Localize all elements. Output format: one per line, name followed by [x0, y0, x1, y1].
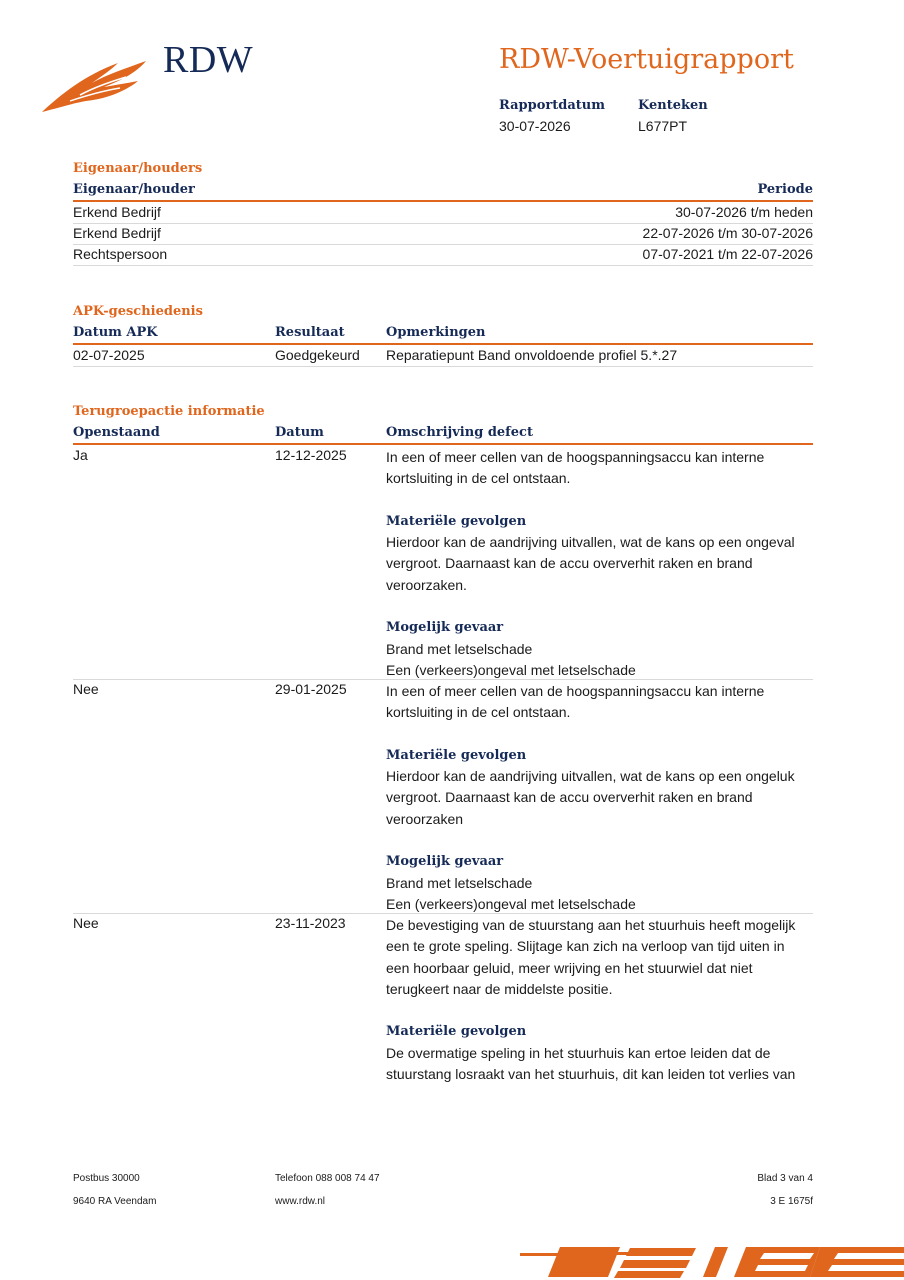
defect-line: In een of meer cellen van de hoogspanningsaccu kan interne	[386, 683, 765, 699]
row-divider	[73, 244, 813, 245]
row-divider	[73, 913, 813, 914]
possible-danger-heading: Mogelijk gevaar	[386, 854, 504, 870]
material-line: veroorzaken.	[386, 576, 467, 593]
apk-header-remarks: Opmerkingen	[386, 325, 486, 340]
material-consequences-heading: Materiële gevolgen	[386, 1024, 527, 1040]
defect-line: een te grote speling. Slijtage kan zich na verloop van tijd uiten in	[386, 938, 785, 955]
footer-website-link[interactable]: www.rdw.nl	[275, 1196, 326, 1207]
footer-page-number: Blad 3 van 4	[757, 1173, 813, 1184]
recalls-header-open: Openstaand	[73, 425, 160, 440]
recall-open-status: Nee	[73, 915, 99, 931]
apk-remarks: Reparatiepunt Band onvoldoende profiel 5.*.27	[386, 347, 678, 363]
recall-description	[386, 681, 806, 915]
decorative-stripes-icon	[520, 1244, 904, 1280]
recalls-section-title: Terugroepactie informatie	[73, 404, 265, 419]
possible-danger-heading: Mogelijk gevaar	[386, 620, 504, 636]
material-line: De overmatige speling in het stuurhuis kan ertoe leiden dat de	[386, 1044, 771, 1061]
row-divider	[73, 223, 813, 224]
material-line: Hierdoor kan de aandrijving uitvallen, wat de kans op een ongeluk	[386, 768, 795, 785]
recalls-header-date: Datum	[275, 425, 324, 440]
apk-date: 02-07-2025	[73, 347, 145, 363]
apk-header-result: Resultaat	[275, 325, 345, 340]
material-line: vergroot. Daarnaast kan de accu oververhit raken en brand	[386, 555, 753, 572]
defect-line: een hoorbaar geluid, meer wrijving en het stuurwiel dat niet	[386, 959, 753, 976]
row-divider	[73, 265, 813, 266]
owner-period: 22-07-2026 t/m 30-07-2026	[642, 225, 813, 241]
defect-line: kortsluiting in de cel ontstaan.	[386, 470, 571, 487]
owners-header-owner: Eigenaar/houder	[73, 182, 195, 197]
report-date-value: 30-07-2026	[499, 118, 571, 134]
owner-name: Rechtspersoon	[73, 246, 168, 262]
apk-section-title: APK-geschiedenis	[73, 304, 203, 319]
defect-line: kortsluiting in de cel ontstaan.	[386, 704, 571, 721]
apk-header-date: Datum APK	[73, 325, 158, 340]
row-divider	[73, 679, 813, 680]
danger-line: Brand met letselschade	[386, 874, 533, 891]
danger-line: Een (verkeers)ongeval met letselschade	[386, 895, 636, 912]
recall-description	[386, 447, 806, 681]
report-date-label: Rapportdatum	[499, 98, 605, 113]
report-title: RDW-Voertuigrapport	[499, 44, 794, 75]
footer-address-line2: 9640 RA Veendam	[73, 1196, 157, 1207]
owner-name: Erkend Bedrijf	[73, 204, 161, 220]
defect-line: De bevestiging van de stuurstang aan het stuurhuis heeft mogelijk	[386, 917, 796, 933]
footer-phone: Telefoon 088 008 74 47	[275, 1173, 380, 1184]
recall-date: 12-12-2025	[275, 447, 347, 463]
apk-result: Goedgekeurd	[275, 347, 360, 363]
material-line: vergroot. Daarnaast kan de accu oververhit raken en brand	[386, 789, 753, 806]
material-line: veroorzaken	[386, 810, 464, 827]
rdw-logo-wing-icon	[40, 55, 150, 115]
owners-header-period: Periode	[757, 182, 813, 197]
danger-line: Een (verkeers)ongeval met letselschade	[386, 661, 636, 678]
material-line: Hierdoor kan de aandrijving uitvallen, wat de kans op een ongeval	[386, 534, 795, 551]
recall-date: 29-01-2025	[275, 681, 347, 697]
rdw-logo-text: RDW	[163, 39, 254, 81]
plate-label: Kenteken	[638, 98, 708, 113]
owner-period: 30-07-2026 t/m heden	[675, 204, 813, 220]
footer-document-code: 3 E 1675f	[770, 1196, 813, 1207]
recall-description	[386, 915, 806, 1085]
defect-line: In een of meer cellen van de hoogspanningsaccu kan interne	[386, 449, 765, 465]
recall-open-status: Nee	[73, 681, 99, 697]
material-consequences-heading: Materiële gevolgen	[386, 513, 527, 529]
material-consequences-heading: Materiële gevolgen	[386, 747, 527, 763]
owners-section-title: Eigenaar/houders	[73, 161, 203, 176]
owners-header-rule	[73, 200, 813, 202]
defect-line: terugkeert naar de middelste positie.	[386, 980, 613, 997]
recall-open-status: Ja	[73, 447, 88, 463]
recall-date: 23-11-2023	[275, 915, 346, 931]
plate-value: L677PT	[638, 118, 688, 134]
row-divider	[73, 366, 813, 367]
recalls-header-description: Omschrijving defect	[386, 425, 533, 440]
material-line: stuurstang losraakt van het stuurhuis, dit kan leiden tot verlies van	[386, 1066, 796, 1083]
recalls-header-rule	[73, 443, 813, 445]
apk-header-rule	[73, 343, 813, 345]
footer-address-line1: Postbus 30000	[73, 1173, 140, 1184]
owner-name: Erkend Bedrijf	[73, 225, 161, 241]
owner-period: 07-07-2021 t/m 22-07-2026	[642, 246, 813, 262]
danger-line: Brand met letselschade	[386, 640, 533, 657]
